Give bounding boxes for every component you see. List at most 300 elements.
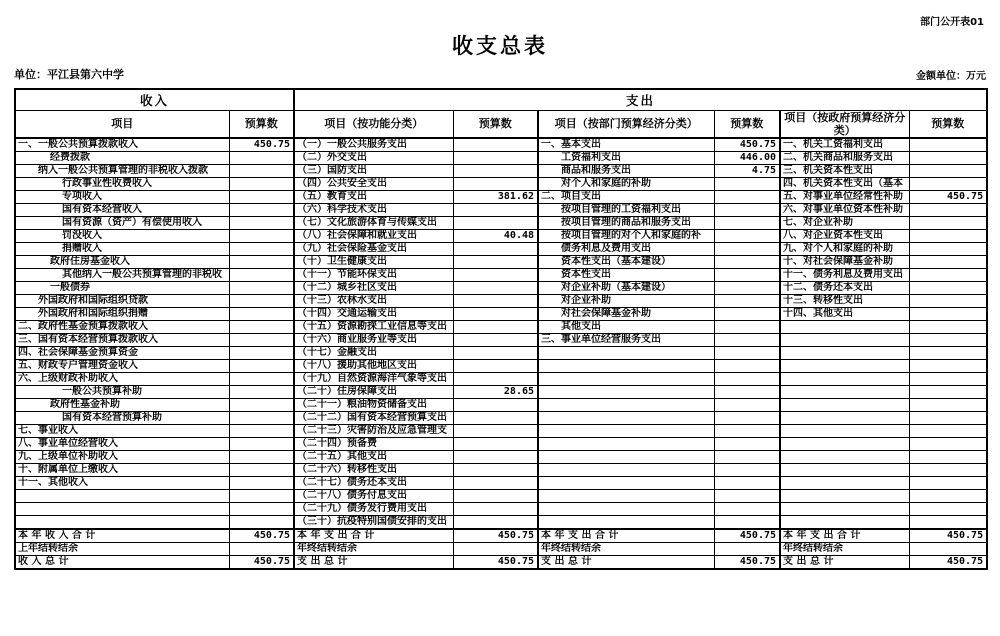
government-budget-cell (909, 411, 987, 424)
department-item-cell (538, 476, 714, 489)
income-item-cell: 十一、其他收入 (15, 476, 229, 489)
functional-budget-cell (453, 203, 538, 216)
department-budget-cell (714, 476, 780, 489)
government-budget-cell (909, 463, 987, 476)
department-item-cell (538, 424, 714, 437)
department-item-cell (538, 437, 714, 450)
income-budget-cell (229, 515, 294, 529)
government-budget-cell (909, 489, 987, 502)
department-budget-cell (714, 307, 780, 320)
government-item-cell (780, 398, 909, 411)
col-functional-budget: 预算数 (453, 110, 538, 138)
income-budget-cell (229, 489, 294, 502)
government-budget-cell (909, 203, 987, 216)
functional-item-cell: （五）教育支出 (294, 190, 453, 203)
income-budget-cell (229, 307, 294, 320)
table-row (15, 151, 987, 164)
table-row (15, 502, 987, 515)
total-label-cell: 支 出 总 计 (780, 555, 909, 569)
government-item-cell (780, 515, 909, 529)
col-income-budget: 预算数 (229, 110, 294, 138)
government-budget-cell (909, 450, 987, 463)
table-row (15, 489, 987, 502)
col-department-budget: 预算数 (714, 110, 780, 138)
functional-budget-cell (453, 242, 538, 255)
section-header-row (15, 89, 987, 110)
total-value-cell: 450.75 (714, 555, 780, 569)
functional-item-cell: （十二）城乡社区支出 (294, 281, 453, 294)
table-row (15, 320, 987, 333)
table-row (15, 242, 987, 255)
government-budget-cell (909, 268, 987, 281)
department-item-cell: 其他支出 (538, 320, 714, 333)
functional-item-cell: （六）科学技术支出 (294, 203, 453, 216)
income-budget-cell (229, 268, 294, 281)
functional-budget-cell (453, 294, 538, 307)
department-budget-cell (714, 424, 780, 437)
government-item-cell (780, 372, 909, 385)
department-budget-cell (714, 320, 780, 333)
department-budget-cell (714, 190, 780, 203)
government-budget-cell (909, 255, 987, 268)
amount-unit-label: 金额单位：万元 (916, 71, 986, 82)
functional-item-cell: （三十）抗疫特别国债安排的支出 (294, 515, 453, 529)
meta-line (14, 66, 986, 82)
total-value-cell (453, 542, 538, 555)
functional-item-cell: （二十三）灾害防治及应急管理支 (294, 424, 453, 437)
income-budget-cell (229, 359, 294, 372)
government-budget-cell (909, 333, 987, 346)
department-budget-cell (714, 242, 780, 255)
department-budget-cell: 4.75 (714, 164, 780, 177)
functional-budget-cell (453, 359, 538, 372)
government-item-cell: 七、对企业补助 (780, 216, 909, 229)
department-budget-cell (714, 346, 780, 359)
total-label-cell: 年终结转结余 (780, 542, 909, 555)
income-budget-cell: 450.75 (229, 138, 294, 152)
functional-budget-cell (453, 502, 538, 515)
department-budget-cell (714, 359, 780, 372)
government-item-cell: 三、机关资本性支出 (780, 164, 909, 177)
functional-item-cell: （二）外交支出 (294, 151, 453, 164)
total-label-cell: 支 出 总 计 (294, 555, 453, 569)
department-budget-cell (714, 411, 780, 424)
page-title: 收支总表 (452, 34, 548, 58)
table-row (15, 333, 987, 346)
total-row (15, 555, 987, 569)
table-row (15, 190, 987, 203)
government-item-cell (780, 385, 909, 398)
total-label-cell: 本 年 支 出 合 计 (780, 529, 909, 543)
table-row (15, 359, 987, 372)
government-item-cell: 九、对个人和家庭的补助 (780, 242, 909, 255)
table-body (15, 138, 987, 569)
functional-budget-cell (453, 437, 538, 450)
income-budget-cell (229, 398, 294, 411)
department-item-cell: 对个人和家庭的补助 (538, 177, 714, 190)
income-item-cell: 五、财政专户管理资金收入 (15, 359, 229, 372)
income-item-cell: 国有资本经营预算补助 (15, 411, 229, 424)
department-budget-cell (714, 333, 780, 346)
table-row (15, 515, 987, 529)
income-budget-cell (229, 502, 294, 515)
income-item-cell: 捐赠收入 (15, 242, 229, 255)
department-budget-cell: 450.75 (714, 138, 780, 152)
department-budget-cell (714, 385, 780, 398)
functional-item-cell: （二十五）其他支出 (294, 450, 453, 463)
income-item-cell: 罚没收入 (15, 229, 229, 242)
functional-item-cell: （十）卫生健康支出 (294, 255, 453, 268)
department-budget-cell: 446.00 (714, 151, 780, 164)
functional-budget-cell (453, 138, 538, 152)
government-item-cell: 四、机关资本性支出（基本 (780, 177, 909, 190)
table-row (15, 138, 987, 152)
income-item-cell: 九、上级单位补助收入 (15, 450, 229, 463)
table-row (15, 255, 987, 268)
income-item-cell: 行政事业性收费收入 (15, 177, 229, 190)
unit-name: 单位：平江县第六中学 (14, 68, 124, 81)
department-item-cell: 二、项目支出 (538, 190, 714, 203)
table-row (15, 229, 987, 242)
functional-item-cell: （三）国防支出 (294, 164, 453, 177)
government-budget-cell: 450.75 (909, 190, 987, 203)
government-budget-cell (909, 281, 987, 294)
functional-budget-cell (453, 281, 538, 294)
functional-item-cell: （十八）援助其他地区支出 (294, 359, 453, 372)
total-label-cell: 年终结转结余 (294, 542, 453, 555)
col-functional-item: 项目（按功能分类） (294, 110, 453, 138)
functional-item-cell: （二十八）债务付息支出 (294, 489, 453, 502)
functional-item-cell: （二十）住房保障支出 (294, 385, 453, 398)
table-row (15, 268, 987, 281)
total-label-cell: 支 出 总 计 (538, 555, 714, 569)
functional-budget-cell (453, 333, 538, 346)
functional-budget-cell (453, 177, 538, 190)
income-budget-cell (229, 385, 294, 398)
functional-budget-cell (453, 372, 538, 385)
department-item-cell: 按项目管理的对个人和家庭的补 (538, 229, 714, 242)
income-item-cell: 外国政府和国际组织捐赠 (15, 307, 229, 320)
government-item-cell (780, 450, 909, 463)
income-budget-cell (229, 424, 294, 437)
department-budget-cell (714, 203, 780, 216)
functional-budget-cell (453, 216, 538, 229)
government-budget-cell (909, 177, 987, 190)
income-item-cell (15, 502, 229, 515)
column-header-row (15, 110, 987, 138)
table-row (15, 177, 987, 190)
functional-item-cell: （二十九）债务发行费用支出 (294, 502, 453, 515)
department-item-cell (538, 372, 714, 385)
income-budget-cell (229, 229, 294, 242)
income-budget-cell (229, 177, 294, 190)
functional-item-cell: （二十六）转移性支出 (294, 463, 453, 476)
income-item-cell: 三、国有资本经营预算拨款收入 (15, 333, 229, 346)
functional-budget-cell (453, 515, 538, 529)
functional-item-cell: （十四）交通运输支出 (294, 307, 453, 320)
government-budget-cell (909, 151, 987, 164)
government-item-cell (780, 489, 909, 502)
table-row (15, 372, 987, 385)
total-value-cell (229, 542, 294, 555)
table-row (15, 424, 987, 437)
income-item-cell: 二、政府性基金预算拨款收入 (15, 320, 229, 333)
income-item-cell: 一般债券 (15, 281, 229, 294)
government-budget-cell (909, 346, 987, 359)
functional-budget-cell (453, 463, 538, 476)
functional-budget-cell (453, 320, 538, 333)
department-budget-cell (714, 450, 780, 463)
government-item-cell (780, 476, 909, 489)
total-row (15, 529, 987, 543)
government-item-cell (780, 320, 909, 333)
department-item-cell (538, 489, 714, 502)
functional-item-cell: （二十二）国有资本经营预算支出 (294, 411, 453, 424)
functional-budget-cell (453, 268, 538, 281)
total-value-cell: 450.75 (453, 529, 538, 543)
table-row (15, 463, 987, 476)
functional-budget-cell (453, 255, 538, 268)
total-value-cell (714, 542, 780, 555)
income-budget-cell (229, 320, 294, 333)
col-government-budget: 预算数 (909, 110, 987, 138)
government-item-cell: 十三、转移性支出 (780, 294, 909, 307)
government-budget-cell (909, 320, 987, 333)
income-budget-cell (229, 281, 294, 294)
functional-budget-cell (453, 151, 538, 164)
col-government-item: 项目（按政府预算经济分类） (780, 110, 909, 138)
budget-summary-table (14, 88, 988, 570)
functional-budget-cell (453, 489, 538, 502)
expenditure-section-header: 支出 (294, 89, 987, 110)
total-value-cell: 450.75 (229, 529, 294, 543)
total-value-cell: 450.75 (909, 555, 987, 569)
department-budget-cell (714, 177, 780, 190)
department-item-cell: 资本性支出 (538, 268, 714, 281)
government-budget-cell (909, 398, 987, 411)
functional-item-cell: （十五）资源勘探工业信息等支出 (294, 320, 453, 333)
department-item-cell (538, 398, 714, 411)
department-item-cell: 三、事业单位经营服务支出 (538, 333, 714, 346)
functional-budget-cell: 381.62 (453, 190, 538, 203)
income-item-cell: 政府住房基金收入 (15, 255, 229, 268)
department-item-cell: 对社会保障基金补助 (538, 307, 714, 320)
income-item-cell: 四、社会保障基金预算资金 (15, 346, 229, 359)
income-item-cell: 经费拨款 (15, 151, 229, 164)
functional-item-cell: （十七）金融支出 (294, 346, 453, 359)
form-code: 部门公开表01 (920, 17, 984, 28)
col-department-item: 项目（按部门预算经济分类） (538, 110, 714, 138)
table-row (15, 294, 987, 307)
department-item-cell (538, 359, 714, 372)
income-item-cell: 一、一般公共预算拨款收入 (15, 138, 229, 152)
department-item-cell (538, 463, 714, 476)
income-item-cell: 其他纳入一般公共预算管理的非税收 (15, 268, 229, 281)
government-budget-cell (909, 515, 987, 529)
department-item-cell: 按项目管理的工资福利支出 (538, 203, 714, 216)
department-item-cell: 对企业补助 (538, 294, 714, 307)
functional-budget-cell (453, 411, 538, 424)
total-value-cell: 450.75 (229, 555, 294, 569)
income-budget-cell (229, 450, 294, 463)
government-item-cell: 十四、其他支出 (780, 307, 909, 320)
table-row (15, 437, 987, 450)
functional-budget-cell (453, 346, 538, 359)
functional-budget-cell (453, 424, 538, 437)
department-item-cell: 商品和服务支出 (538, 164, 714, 177)
government-budget-cell (909, 437, 987, 450)
total-value-cell: 450.75 (909, 529, 987, 543)
government-item-cell (780, 502, 909, 515)
government-budget-cell (909, 424, 987, 437)
department-item-cell (538, 411, 714, 424)
income-budget-cell (229, 255, 294, 268)
functional-budget-cell: 40.48 (453, 229, 538, 242)
government-item-cell: 六、对事业单位资本性补助 (780, 203, 909, 216)
table-row (15, 346, 987, 359)
government-budget-cell (909, 229, 987, 242)
total-label-cell: 收 入 总 计 (15, 555, 229, 569)
total-label-cell: 上年结转结余 (15, 542, 229, 555)
total-label-cell: 年终结转结余 (538, 542, 714, 555)
income-item-cell: 国有资源（资产）有偿使用收入 (15, 216, 229, 229)
department-item-cell (538, 346, 714, 359)
income-section-header: 收入 (15, 89, 294, 110)
department-budget-cell (714, 229, 780, 242)
functional-item-cell: （四）公共安全支出 (294, 177, 453, 190)
functional-item-cell: （二十四）预备费 (294, 437, 453, 450)
income-item-cell: 专项收入 (15, 190, 229, 203)
government-budget-cell (909, 372, 987, 385)
government-item-cell: 二、机关商品和服务支出 (780, 151, 909, 164)
income-budget-cell (229, 164, 294, 177)
table-row (15, 411, 987, 424)
department-item-cell: 工资福利支出 (538, 151, 714, 164)
government-budget-cell (909, 502, 987, 515)
department-budget-cell (714, 398, 780, 411)
functional-item-cell: （八）社会保障和就业支出 (294, 229, 453, 242)
income-item-cell: 七、事业收入 (15, 424, 229, 437)
functional-item-cell: （十六）商业服务业等支出 (294, 333, 453, 346)
department-item-cell: 一、基本支出 (538, 138, 714, 152)
government-item-cell (780, 463, 909, 476)
functional-item-cell: （十九）自然资源海洋气象等支出 (294, 372, 453, 385)
functional-budget-cell (453, 476, 538, 489)
total-label-cell: 本 年 支 出 合 计 (538, 529, 714, 543)
department-budget-cell (714, 255, 780, 268)
government-item-cell (780, 333, 909, 346)
functional-item-cell: （九）社会保险基金支出 (294, 242, 453, 255)
government-budget-cell (909, 216, 987, 229)
department-budget-cell (714, 489, 780, 502)
department-budget-cell (714, 294, 780, 307)
total-value-cell: 450.75 (714, 529, 780, 543)
income-item-cell: 纳入一般公共预算管理的非税收入拨款 (15, 164, 229, 177)
table-row (15, 476, 987, 489)
table-row (15, 307, 987, 320)
functional-item-cell: （十三）农林水支出 (294, 294, 453, 307)
income-budget-cell (229, 411, 294, 424)
department-budget-cell (714, 502, 780, 515)
income-budget-cell (229, 463, 294, 476)
functional-budget-cell (453, 450, 538, 463)
government-budget-cell (909, 294, 987, 307)
income-budget-cell (229, 203, 294, 216)
total-row (15, 542, 987, 555)
table-row (15, 203, 987, 216)
government-item-cell (780, 359, 909, 372)
functional-budget-cell: 28.65 (453, 385, 538, 398)
government-item-cell: 十、对社会保障基金补助 (780, 255, 909, 268)
income-item-cell: 一般公共预算补助 (15, 385, 229, 398)
income-budget-cell (229, 216, 294, 229)
government-item-cell (780, 411, 909, 424)
income-budget-cell (229, 190, 294, 203)
department-item-cell (538, 502, 714, 515)
government-budget-cell (909, 164, 987, 177)
functional-item-cell: （二十七）债务还本支出 (294, 476, 453, 489)
income-budget-cell (229, 151, 294, 164)
department-item-cell: 按项目管理的商品和服务支出 (538, 216, 714, 229)
government-item-cell: 一、机关工资福利支出 (780, 138, 909, 152)
income-budget-cell (229, 372, 294, 385)
col-income-item: 项目 (15, 110, 229, 138)
income-budget-cell (229, 294, 294, 307)
functional-budget-cell (453, 164, 538, 177)
department-budget-cell (714, 515, 780, 529)
income-item-cell: 十、附属单位上缴收入 (15, 463, 229, 476)
income-budget-cell (229, 476, 294, 489)
total-label-cell: 本 年 支 出 合 计 (294, 529, 453, 543)
income-item-cell (15, 489, 229, 502)
income-item-cell: 六、上级财政补助收入 (15, 372, 229, 385)
income-item-cell: 外国政府和国际组织贷款 (15, 294, 229, 307)
table-row (15, 281, 987, 294)
government-budget-cell (909, 359, 987, 372)
government-budget-cell (909, 476, 987, 489)
table-row (15, 398, 987, 411)
department-budget-cell (714, 372, 780, 385)
government-budget-cell (909, 307, 987, 320)
government-budget-cell (909, 138, 987, 152)
table-row (15, 450, 987, 463)
department-budget-cell (714, 268, 780, 281)
total-label-cell: 本 年 收 入 合 计 (15, 529, 229, 543)
department-item-cell: 对企业补助（基本建设） (538, 281, 714, 294)
income-item-cell: 国有资本经营收入 (15, 203, 229, 216)
government-item-cell (780, 346, 909, 359)
department-budget-cell (714, 216, 780, 229)
department-item-cell: 债务利息及费用支出 (538, 242, 714, 255)
government-item-cell: 五、对事业单位经常性补助 (780, 190, 909, 203)
department-item-cell (538, 385, 714, 398)
department-budget-cell (714, 463, 780, 476)
income-budget-cell (229, 242, 294, 255)
department-item-cell (538, 450, 714, 463)
government-item-cell (780, 437, 909, 450)
income-item-cell (15, 515, 229, 529)
income-budget-cell (229, 437, 294, 450)
government-item-cell: 八、对企业资本性支出 (780, 229, 909, 242)
income-item-cell: 政府性基金补助 (15, 398, 229, 411)
department-budget-cell (714, 437, 780, 450)
income-item-cell: 八、事业单位经营收入 (15, 437, 229, 450)
department-budget-cell (714, 281, 780, 294)
income-budget-cell (229, 333, 294, 346)
table-row (15, 164, 987, 177)
government-budget-cell (909, 242, 987, 255)
functional-item-cell: （一）一般公共服务支出 (294, 138, 453, 152)
